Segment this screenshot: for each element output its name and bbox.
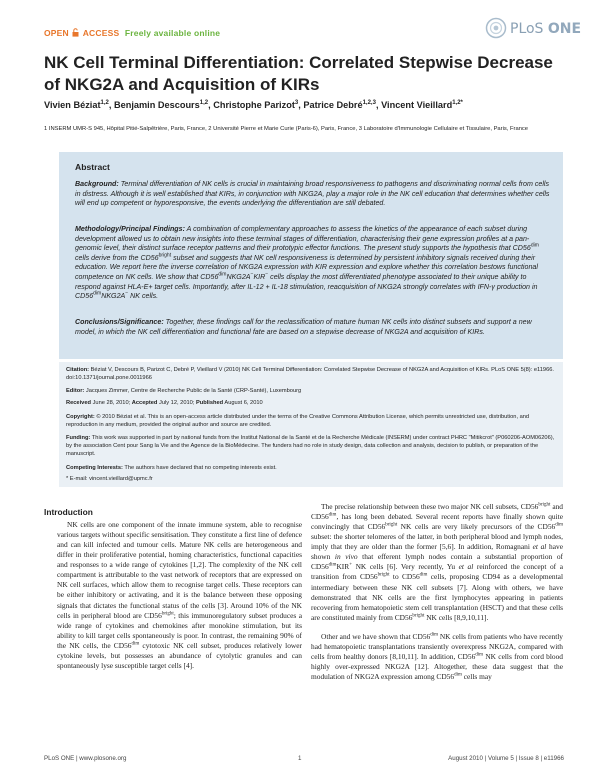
freely-available-label: Freely available online: [124, 28, 221, 38]
footer-journal: PLoS ONE | www.plosone.org: [44, 755, 127, 762]
author-name: Vivien Béziat: [44, 100, 101, 111]
author-name: Vincent Vieillard: [381, 100, 453, 111]
abstract-box: [59, 152, 563, 359]
publication-dates: Received June 28, 2010; Accepted July 12, 2010; Published August 6, 2010: [66, 400, 263, 406]
funding: Funding: This work was supported in part by national funds from the Institut National de la Santé et de la Recherche Médicale (INSERM) under contract PHRC "Mitikcrot" (P060206-AOM06206), by the association Cent pour Sang la Vie and the Agence de la BioMédecine. The funders had no role in study design, data collection and analysis, decision to publish, or preparation of the manuscript.: [66, 435, 555, 458]
author-name: Christophe Parizot: [213, 100, 295, 111]
page-number: 1: [298, 755, 302, 762]
body-paragraph: NK cells are one component of the innate immune system, able to recognise various targets without specific sensitisation. They constitute a first line of defence and can kill infected and tumour cells. Mature NK cells are heterogeneous and differ in their proliferative potential, homing characteristics, functional capacities and responses to a wide range of cytokines [1,2]. The complexity of the NK cell compartment is attributable to the vast network of receptors that are expressed on NK cell surfaces, which allow them to recognise target cells. These receptors can be either inhibitory or activating, and it is the balance between these opposing signals that dictates the functional status of the cells [3]. Around 10% of the NK cells in peripheral blood are $CD56^{bright}$; this immunoregulatory subset produces a wide range of cytokines and chemokines after monokine stimulation, but its ability to kill target cells spontaneously is poor. In contrast, the remaining 90% of the NK cells, the $CD56^{dim}$ cytotoxic NK cell subset, produces relatively lower cytokine levels, but possesses an abundance of cytolytic granules and can spontaneously lyse susceptible target cells [4].: [57, 520, 303, 670]
abstract-background: Background: Terminal differentiation of NK cells is crucial in maintaining broad responsiveness to pathogens and discriminating normal cells from cells in distress. Although it is well established that KIRs, in conjunction with NKG2A, play a major role in the NK cell education that determines whether cells will end up competent or hyporesponsive, the events underlying the differentiation are still debated.: [75, 180, 550, 208]
citation: Citation: Béziat V, Descours B, Parizot C, Debré P, Vieillard V (2010) NK Cell Terminal Differentiation: Correlated Stepwise Decrease of NKG2A and Acquisition of KIRs. PLoS ONE 5(8): e11966. doi:10.1371/journal.pone.0011966: [66, 367, 554, 382]
competing-interests: Competing Interests: The authors have declared that no competing interests exist.: [66, 465, 277, 471]
open-label: OPEN: [44, 28, 69, 38]
page-footer: [44, 755, 564, 765]
author-affiliation-marker: 1,2: [199, 100, 209, 106]
article-title: NK Cell Terminal Differentiation: Correlated Stepwise Decrease of NKG2A and Acquisition of KIRs: [44, 53, 553, 94]
plos-logo-icon: [485, 17, 507, 39]
body-column-right: [311, 502, 563, 682]
journal-logo: [485, 17, 582, 41]
journal-logo-text: PLoS ONE: [510, 21, 582, 37]
author-affiliation-marker: 1,2*: [452, 100, 463, 106]
corresponding-email[interactable]: * E-mail: vincent.vieillard@upmc.fr: [66, 476, 153, 482]
introduction-heading: Introduction: [44, 507, 93, 517]
abstract-heading: Abstract: [75, 162, 110, 172]
open-lock-icon: [72, 28, 79, 37]
abstract-conclusions: Conclusions/Significance: Together, these findings call for the reclassification of mature human NK cells into distinct subsets and support a new model, in which the NK cell differentiation and functional fate are based on a stepwise decrease of NKG2A and acquisition of KIRs.: [75, 318, 532, 336]
author-list: Vivien Béziat$^{1,2}$, Benjamin Descours$^{1,2}$, Christophe Parizot$^3$, Patrice Debré$^{1,2,3}$, Vincent Vieillard$^{1,2*}$: [44, 100, 463, 111]
author-affiliation-marker: 3: [294, 100, 299, 106]
body-paragraph: Other and we have shown that $CD56^{dim}$ NK cells from patients who have recently had hematopoietic transplantations transiently overexpress NKG2A, compared with cells from healthy donors [8,10,11]. In addition, $CD56^{dim}$ NK cells from cord blood highly over-expressed NKG2A [12]. Altogether, these data suggest that the modulation of NKG2A expression among $CD56^{dim}$ cells may: [311, 631, 564, 681]
author-name: Benjamin Descours: [113, 100, 200, 111]
body-column-left: [57, 520, 302, 671]
open-access-banner: [44, 28, 220, 38]
author-affiliation-marker: 1,2,3: [362, 100, 376, 106]
footer-issue: August 2010 | Volume 5 | Issue 8 | e11966: [448, 755, 564, 762]
access-label: ACCESS: [82, 28, 120, 38]
editor: Editor: Jacques Zimmer, Centre de Recherche Public de la Santé (CRP-Santé), Luxembourg: [66, 388, 302, 394]
body-paragraph: The precise relationship between these two major NK cell subsets, $CD56^{bright}$ and $CD56^{dim}$, has long been debated. Several recent reports have finally shown quite convincingly that $CD56^{bright}$ NK cells are very likely precursors of the $CD56^{dim}$ subset: the shorter telomeres of the latter, in both peripheral blood and lymph nodes, imply that they are older than the former [5,6]. In addition, Romagnani et al have shown in vivo that efferent lymph nodes contain a substantial proportion of $CD56^{dim}KIR^+$ NK cells [6]. Very recently, Yu et al reinforced the concept of a transition from $CD56^{bright}$ to $CD56^{dim}$ cells, proposing CD94 as a developmental intermediary between these NK cell subsets [7]. Along with others, we have demonstrated that NK cells are the first lymphocytes appearing in patients recovering from hematopoietic stem cell transplantation (HSCT) and that these cells are constituted mainly from $CD56^{bright}$ NK cells [8,9,10,11].: [311, 502, 564, 622]
journal-header: [0, 0, 600, 44]
copyright: Copyright: © 2010 Béziat et al. This is an open-access article distributed under the terms of the Creative Commons Attribution License, which permits unrestricted use, distribution, and reproduction in any medium, provided the original author and source are credited.: [66, 414, 530, 429]
affiliations: 1 INSERM UMR-S 945, Hôpital Pitié-Salpêtrière, Paris, France, 2 Université Pierre et Marie Curie (Paris-6), Paris, France, 3 Laboratoire d'Immunologie Cellulaire et Tissulaire, Paris, France: [44, 126, 529, 132]
author-name: Patrice Debré: [303, 100, 363, 111]
article-metadata: [59, 362, 563, 487]
author-affiliation-marker: 1,2: [100, 100, 109, 106]
abstract-methodology: Methodology/Principal Findings: A combination of complementary approaches to assess the kinetics of the appearance of each subset during development allowed us to obtain new insights into these terminal stages of differentiation, characterising their gene expression profiles at a pan-genomic level, their distinct surface receptor patterns and their prototypic effector functions. The present study supports the hypothesis that $CD56^{dim}$ cells derive from the $CD56^{bright}$ subset and suggests that NK cell responsiveness is determined by persistent inhibitory signals received during their education. We report here the inverse correlation of NKG2A expression with KIR expression and explore whether this correlation bestows functional competence on NK cells. We show that $CD56^{dim}NKG2A^-KIR^-$ cells display the most differentiated phenotype associated to their unique ability to respond against HLA-E+ target cells. Importantly, after IL-12 + IL-18 stimulation, reacquisition of NKG2A strongly correlates with IFN-γ production in $CD56^{dim}NKG2A^-$ NK cells.: [75, 225, 539, 301]
